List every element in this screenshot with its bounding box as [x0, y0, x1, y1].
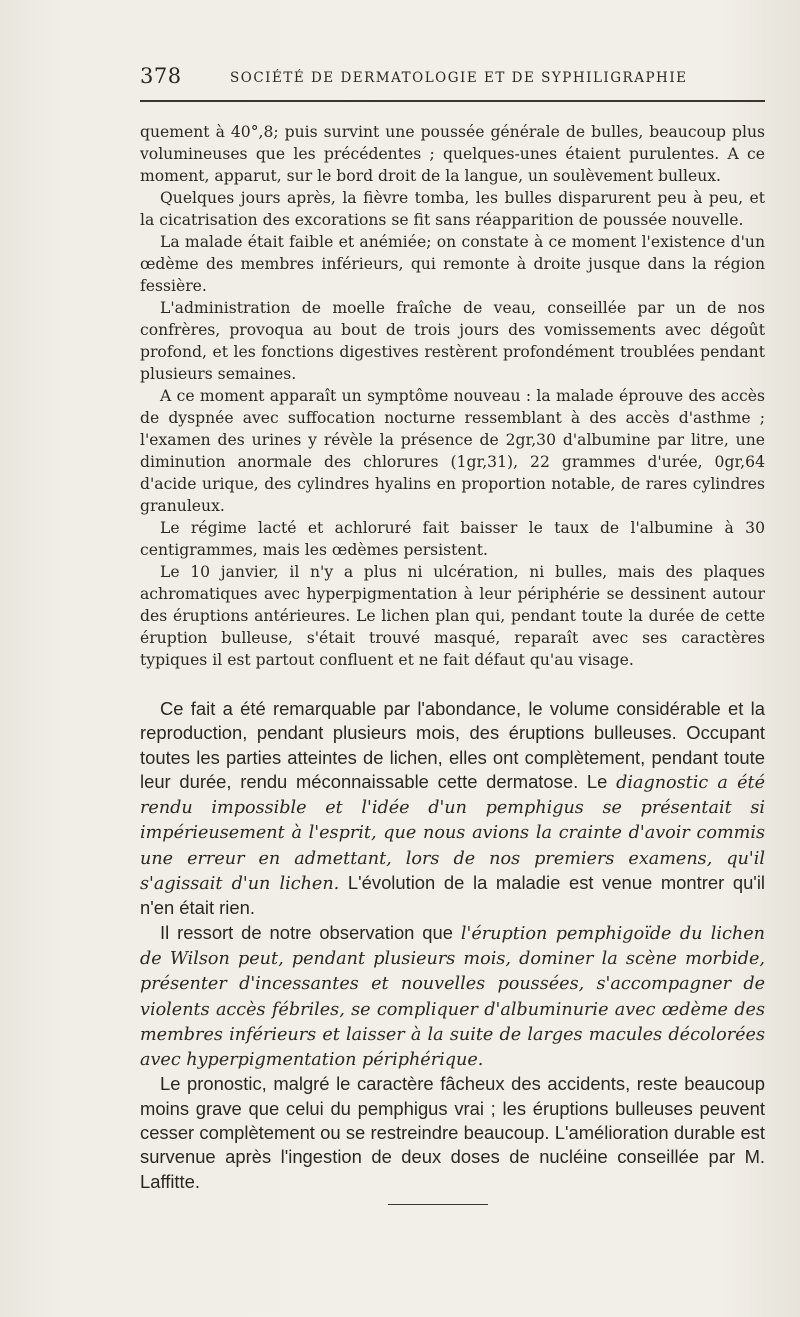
page-number: 378 — [140, 64, 182, 88]
paragraph-edema: La malade était faible et anémiée; on constate à ce moment l'existence d'un œdème des membres inférieurs, qui remonte à droite jusque dans la région fessière. — [140, 233, 765, 295]
paragraph-january: Le 10 janvier, il n'y a plus ni ulcération, ni bulles, mais des plaques achromatiques avec hyperpigmentation à leur périphérie se dessinent autour des éruptions antérieures. Le lichen plan qui, pendant toute la durée de cette éruption bulleuse, s'était trouvé masqué, reparaît avec ses caractères typiques il est partout confluent et ne fait défaut qu'au visage. — [140, 563, 765, 669]
page-header — [140, 64, 765, 94]
case-report-body — [140, 121, 765, 671]
remarkable-conclusion: L'évolution de la maladie est venue montrer qu'il n'en était rien. — [140, 872, 765, 919]
running-title: SOCIÉTÉ DE DERMATOLOGIE ET DE SYPHILIGRAPHIE — [230, 70, 688, 86]
end-rule — [388, 1204, 488, 1205]
paragraph-marrow: L'administration de moelle fraîche de veau, conseillée par un de nos confrères, provoqua au bout de trois jours des vomissements avec dégoût profond, et les fonctions digestives restèrent profondément troublées pendant plusieurs semaines. — [140, 299, 765, 383]
paragraph-remarkable — [140, 697, 765, 921]
paragraph-observation — [140, 921, 765, 1073]
paragraph-continuation: quement à 40°,8; puis survint une poussée générale de bulles, beaucoup plus volumineuses que les précédentes ; quelques-unes étaient purulentes. A ce moment, apparut, sur le bord droit de la langue, un soulèvement bulleux. — [140, 123, 765, 185]
paragraph-prognosis: Le pronostic, malgré le caractère fâcheux des accidents, reste beaucoup moins grave que celui du pemphigus vrai ; les éruptions bulleuses peuvent cesser complètement ou se restreindre beaucoup. L'amélioration durable est survenue après l'ingestion de deux doses de nucléine conseillée par M. Laffitte. — [140, 1073, 765, 1192]
remarkable-italic: diagnostic a été rendu impossible et l'idée d'un pemphigus se présentait si impérieusement à l'esprit, que nous avions la crainte d'avoir commis une erreur en admettant, lors de nos premiers examens, qu'il s'agissait d'un lichen. — [140, 772, 765, 895]
observation-text: Il ressort de notre observation que — [160, 921, 453, 943]
remarkable-text: Ce fait a été remarquable par l'abondance, le volume considérable et la reproduction, pendant plusieurs mois, des éruptions bulleuses. Occupant toutes les parties atteintes de lichen, elles ont complètement, pendant toute leur durée, rendu méconnaissable cette dermatose. Le — [140, 698, 765, 792]
paragraph-dyspnea: A ce moment apparaît un symptôme nouveau : la malade éprouve des accès de dyspnée avec suffocation nocturne ressemblant à des accès d'asthme ; l'examen des urines y révèle la présence de 2gr,30 d'albumine par litre, une diminution anormale des chlorures (1gr,31), 22 grammes d'urée, 0gr,64 d'acide urique, des cylindres hyalins en proportion notable, de rares cylindres granuleux. — [140, 387, 765, 515]
paragraph-fever: Quelques jours après, la fièvre tomba, les bulles disparurent peu à peu, et la cicatrisation des excorations se fit sans réapparition de poussée nouvelle. — [140, 189, 765, 229]
discussion-body — [140, 697, 765, 1194]
header-rule — [140, 100, 765, 102]
paragraph-diet: Le régime lacté et achloruré fait baisser le taux de l'albumine à 30 centigrammes, mais les œdèmes persistent. — [140, 519, 765, 559]
observation-italic: l'éruption pemphigoïde du lichen de Wilson peut, pendant plusieurs mois, dominer la scène morbide, présenter d'incessantes et nouvelles poussées, s'accompagner de violents accès fébriles, se compliquer d'albuminurie avec œdème des membres inférieurs et laisser à la suite de larges macules décolorées avec hyperpigmentation périphérique. — [140, 923, 765, 1071]
